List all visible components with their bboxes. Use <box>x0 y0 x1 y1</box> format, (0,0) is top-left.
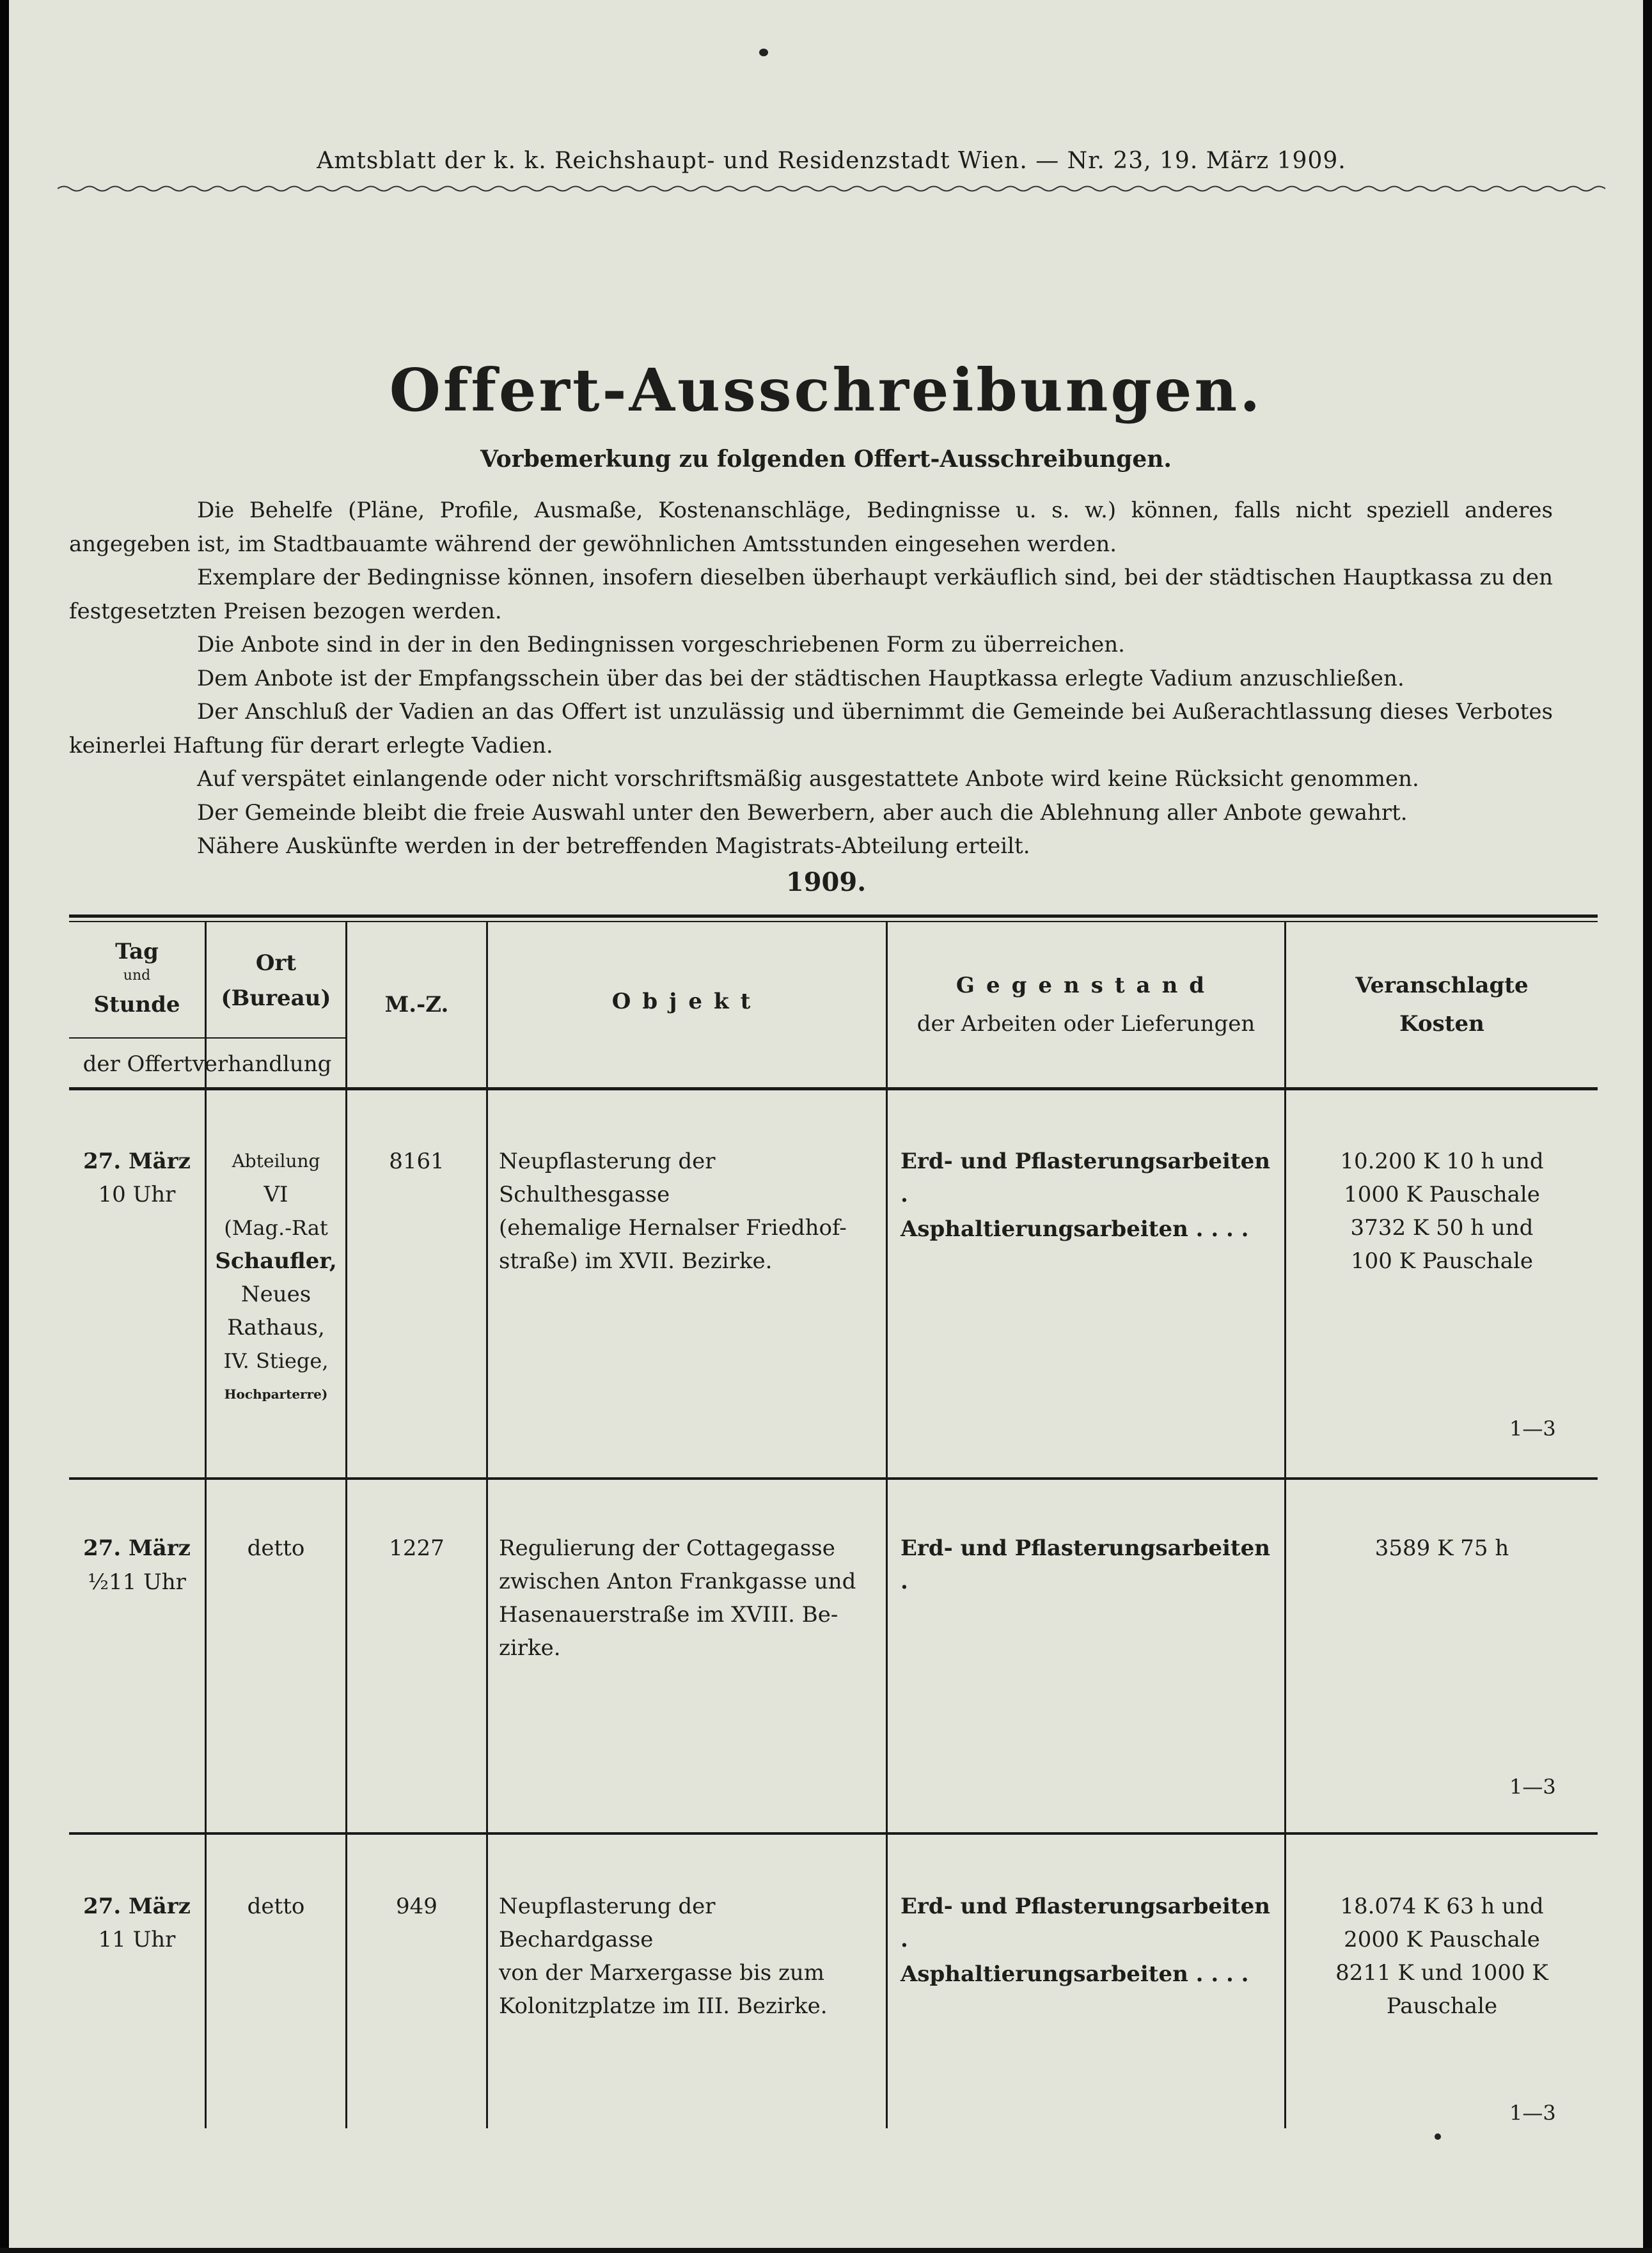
intro-paragraph: Die Behelfe (Pläne, Profile, Ausmaße, Kostenanschläge, Bedingnisse u. s. w.) können, falls nicht speziell anderes angegeben ist, im Stadtbauamte während der gewöhnlichen Amtsstunden eingesehen werden. <box>69 498 1553 557</box>
row-mz: 949 <box>396 1894 437 1919</box>
object-line: Regulierung der Cottagegasse <box>499 1535 835 1561</box>
subject-line: Erd- und Pflasterungsarbeiten . <box>901 1894 1270 1952</box>
row-object <box>499 1532 876 1665</box>
row-office <box>207 1145 345 1411</box>
cost-line: 3732 K 50 h und <box>1350 1215 1534 1241</box>
row-time: 10 Uhr <box>98 1182 176 1207</box>
row-object <box>499 1145 876 1278</box>
ink-speck <box>759 49 768 56</box>
row-cost <box>1286 1145 1598 1278</box>
row-object <box>499 1890 876 2023</box>
header-offertverhandlung: der Offertverhandlung <box>83 1051 332 1077</box>
intro-paragraph: Auf verspätet einlangende oder nicht vorschriftsmäßig ausgestattete Anbote wird keine Rücksicht genommen. <box>197 766 1419 792</box>
row-office: detto <box>247 1535 305 1561</box>
office-line: IV. Stiege, <box>223 1349 329 1373</box>
object-line: Hasenauerstraße im XVIII. Be- <box>499 1602 838 1628</box>
row-mz: 1227 <box>389 1535 444 1561</box>
running-header: Amtsblatt der k. k. Reichshaupt- und Residenzstadt Wien. — Nr. 23, 19. März 1909. <box>317 148 1346 174</box>
cost-line: 8211 K und 1000 K <box>1335 1960 1548 1986</box>
header-subrule <box>69 1037 347 1039</box>
row-time: 11 Uhr <box>98 1927 176 1952</box>
row-subject: Erd- und Pflasterungsarbeiten . <box>901 1535 1270 1594</box>
header-und: und <box>123 968 151 984</box>
row-time: ½11 Uhr <box>88 1569 186 1595</box>
header-gegenstand: Gegenstand <box>956 973 1216 998</box>
header-gegenstand-sub: der Arbeiten oder Lieferungen <box>916 1011 1255 1037</box>
cost-line: 100 K Pauschale <box>1350 1248 1534 1274</box>
table-rule-top <box>69 915 1598 918</box>
cost-line: 2000 K Pauschale <box>1344 1927 1540 1952</box>
object-line: (ehemalige Hernalser Friedhof- <box>499 1215 847 1241</box>
row-date: 27. März <box>83 1535 191 1561</box>
office-line: Neues <box>240 1282 311 1307</box>
office-line: VI <box>264 1182 288 1207</box>
row-office: detto <box>247 1894 305 1919</box>
row-date: 27. März <box>83 1894 191 1919</box>
office-line: (Mag.-Rat <box>224 1216 328 1240</box>
row-cost: 3589 K 75 h <box>1374 1535 1509 1561</box>
subject-line: Erd- und Pflasterungsarbeiten . <box>901 1149 1270 1207</box>
header-kosten-2: Kosten <box>1399 1011 1484 1037</box>
column-rule <box>205 922 207 2128</box>
row-rule <box>69 1477 1598 1480</box>
column-rule <box>486 922 488 2128</box>
office-line: Abteilung <box>232 1150 320 1172</box>
office-line: Rathaus, <box>227 1315 325 1340</box>
row-date: 27. März <box>83 1149 191 1174</box>
cost-line: 1000 K Pauschale <box>1344 1182 1540 1207</box>
intro-paragraph: Dem Anbote ist der Empfangsschein über das bei der städtischen Hauptkassa erlegte Vadium anzuschließen. <box>197 665 1404 691</box>
header-kosten: Veranschlagte <box>1355 973 1529 998</box>
row-range: 1—3 <box>1509 1417 1556 1441</box>
intro-paragraph: Der Gemeinde bleibt die freie Auswahl unter den Bewerbern, aber auch die Ablehnung aller Anbote gewahrt. <box>197 799 1408 826</box>
cost-line: 10.200 K 10 h und <box>1340 1149 1544 1174</box>
ink-speck <box>1435 2133 1441 2140</box>
row-range: 1—3 <box>1509 1775 1556 1799</box>
object-line: Neupflasterung der Schulthesgasse <box>499 1149 716 1207</box>
header-stunde: Stunde <box>93 992 180 1017</box>
row-subject <box>901 1145 1275 1246</box>
intro-paragraph: Der Anschluß der Vadien an das Offert ist unzulässig und übernimmt die Gemeinde bei Außerachtlassung dieses Verbotes keinerlei Haftung für derart erlegte Vadien. <box>69 699 1553 758</box>
object-line: straße) im XVII. Bezirke. <box>499 1248 773 1274</box>
header-mz: M.-Z. <box>384 992 449 1017</box>
cost-line: Pauschale <box>1386 1993 1498 2019</box>
header-rule-bottom <box>69 1087 1598 1090</box>
row-cost <box>1286 1890 1598 2023</box>
scan-border-left <box>0 0 9 2253</box>
object-line: Kolonitzplatze im III. Bezirke. <box>499 1993 828 2019</box>
header-ort: Ort <box>255 950 297 976</box>
header-tag: Tag <box>115 939 159 964</box>
year-heading: 1909. <box>785 867 867 897</box>
header-rule <box>58 184 1605 193</box>
cost-line: 18.074 K 63 h und <box>1340 1894 1544 1919</box>
subject-line: Asphaltierungsarbeiten . . . . <box>901 1216 1249 1242</box>
intro-paragraph: Exemplare der Bedingnisse können, insofern dieselben überhaupt verkäuflich sind, bei der städtischen Hauptkassa zu den festgesetzten Preisen bezogen werden. <box>69 565 1553 624</box>
page-subtitle: Vorbemerkung zu folgenden Offert-Ausschreibungen. <box>480 446 1172 473</box>
table-rule-top-thin <box>69 921 1598 922</box>
object-line: zwischen Anton Frankgasse und <box>499 1569 856 1594</box>
office-line: Hochparterre) <box>224 1386 328 1402</box>
header-bureau: (Bureau) <box>221 985 331 1011</box>
scan-border-right <box>1643 0 1652 2253</box>
page-title: Offert-Ausschreibungen. <box>389 356 1263 425</box>
row-subject <box>901 1890 1275 1991</box>
intro-paragraph: Die Anbote sind in der in den Bedingnissen vorgeschriebenen Form zu überreichen. <box>197 632 1125 657</box>
office-line: Schaufler, <box>215 1248 337 1274</box>
row-rule <box>69 1832 1598 1835</box>
intro-text <box>69 494 1553 863</box>
row-mz: 8161 <box>389 1149 444 1174</box>
scan-border-bottom <box>0 2248 1652 2253</box>
object-line: zirke. <box>499 1635 561 1661</box>
column-rule <box>886 922 888 2128</box>
row-range: 1—3 <box>1509 2101 1556 2125</box>
object-line: Neupflasterung der Bechardgasse <box>499 1894 716 1952</box>
subject-line: Asphaltierungsarbeiten . . . . <box>901 1961 1249 1987</box>
intro-paragraph: Nähere Auskünfte werden in der betreffenden Magistrats-Abteilung erteilt. <box>197 833 1030 859</box>
column-rule <box>345 922 347 2128</box>
header-objekt: Objekt <box>611 989 762 1014</box>
object-line: von der Marxergasse bis zum <box>499 1960 825 1986</box>
